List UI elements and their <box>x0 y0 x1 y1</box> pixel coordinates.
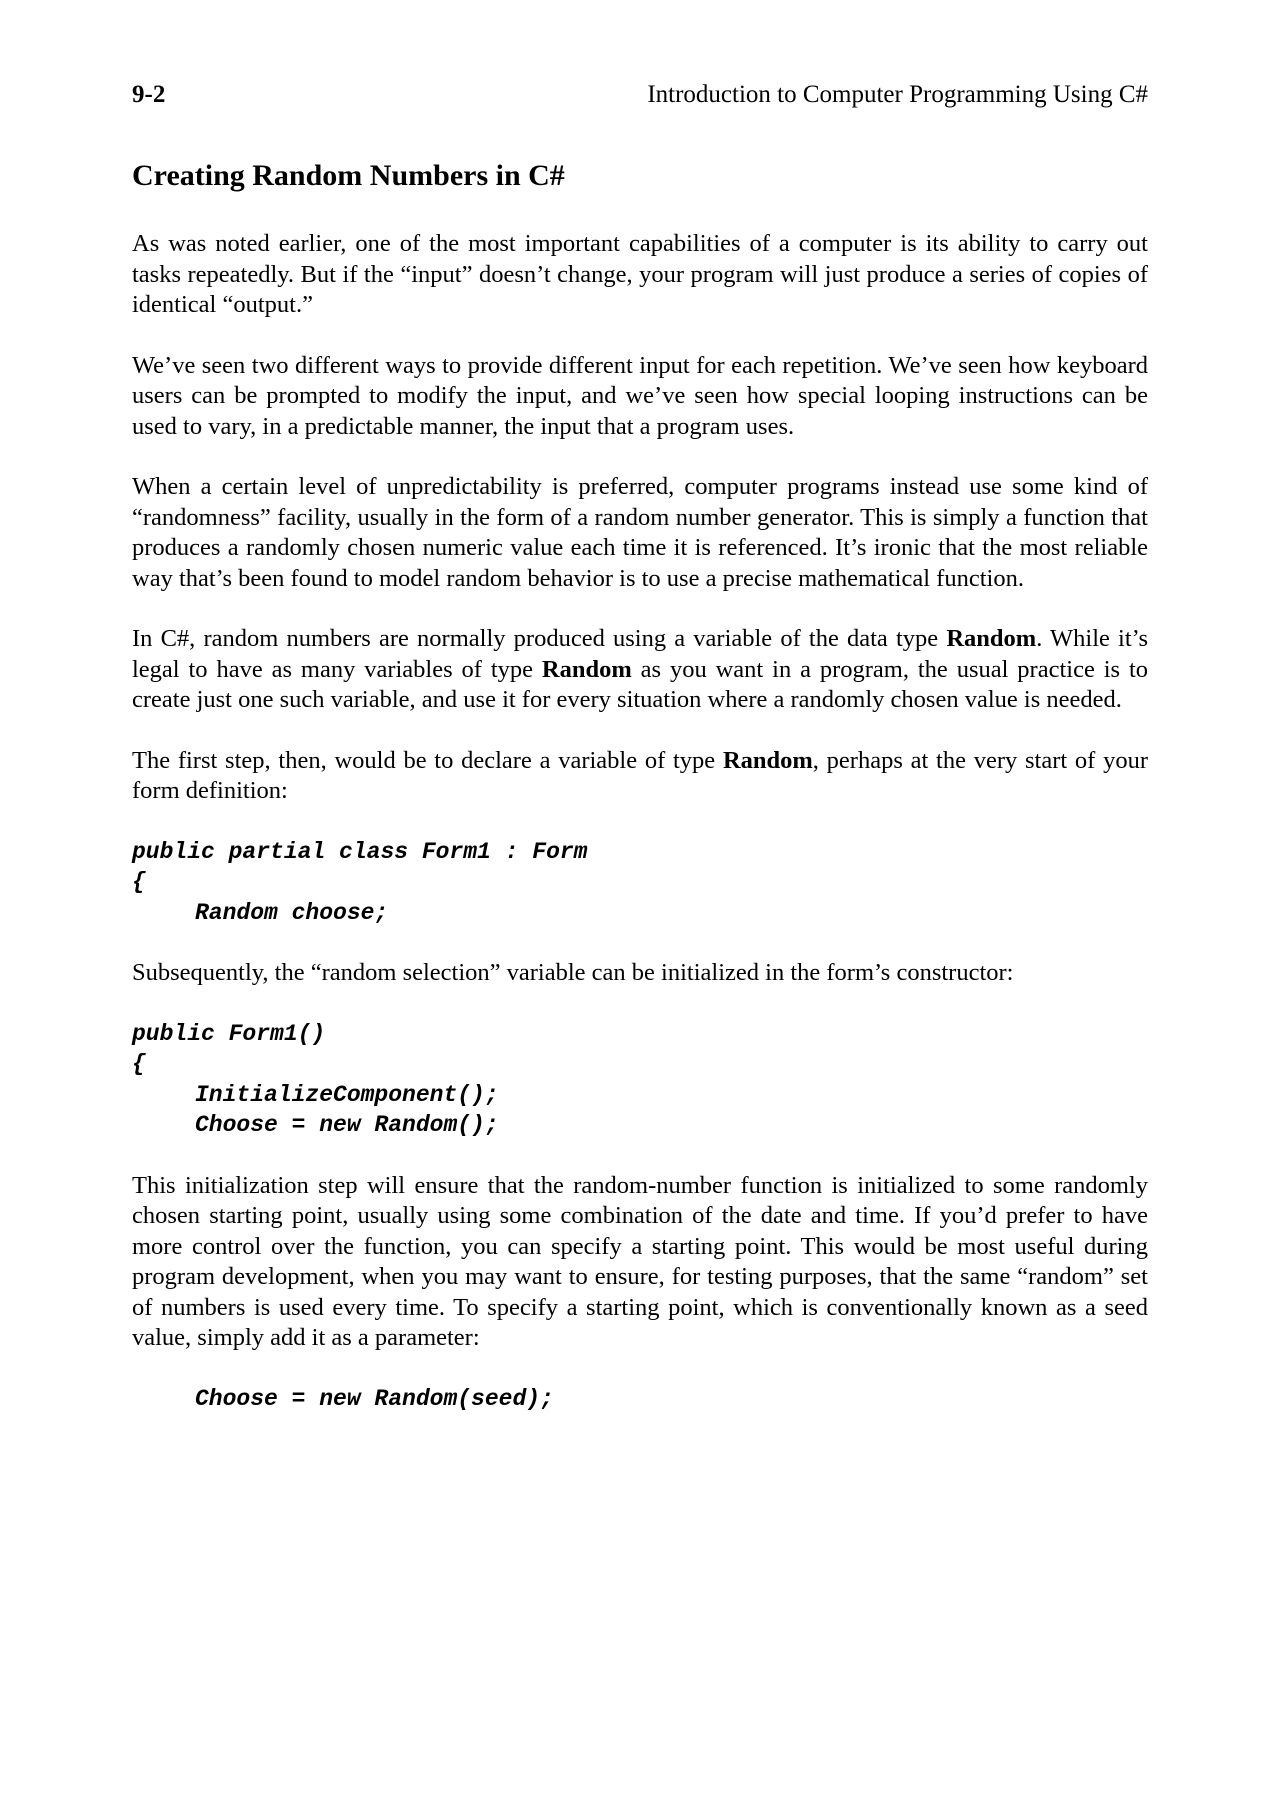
code-line: public Form1() <box>132 1020 326 1047</box>
code-line: Choose = new Random(seed); <box>195 1385 554 1412</box>
type-name-random: Random <box>946 625 1037 652</box>
code-line: InitializeComponent(); <box>195 1081 499 1108</box>
paragraph-6: Subsequently, the “random selection” variable can be initialized in the form’s constructor: <box>132 959 1014 986</box>
running-title: Introduction to Computer Programming Using C# <box>647 81 1148 108</box>
paragraph-1: As was noted earlier, one of the most important capabilities of a computer is its ability to carry out tasks repeatedly. But if the “input” doesn’t change, your program will just produce a series of copies of identical “output.” <box>132 230 1148 318</box>
paragraph-5: The first step, then, would be to declare a variable of type Random, perhaps at the very start of your form definition: <box>132 746 1148 804</box>
code-line: { <box>132 869 146 895</box>
code-block-class-declaration <box>132 837 1148 929</box>
code-block-constructor <box>132 1019 1148 1141</box>
type-name-random: Random <box>722 746 813 774</box>
paragraph-3: When a certain level of unpredictability is preferred, computer programs instead use some kind of “randomness” facility, usually in the form of a random number generator. This is simply a function that produces a randomly chosen numeric value each time it is referenced. It’s ironic that the most reliable way that’s been found to model random behavior is to use a precise mathematical function. <box>132 473 1148 592</box>
code-line: { <box>132 1051 146 1077</box>
paragraph-4: In C#, random numbers are normally produced using a variable of the data type Random. While it’s legal to have as many variables of type Random as you want in a program, the usual practice is to create just one such variable, and use it for every situation where a randomly chosen value is needed. <box>132 625 1149 713</box>
code-line: Random choose; <box>195 899 389 926</box>
code-line: public partial class Form1 : Form <box>132 838 588 865</box>
page-header <box>132 80 1148 110</box>
type-name-random: Random <box>541 655 632 683</box>
section-title: Creating Random Numbers in C# <box>132 159 565 192</box>
paragraph-7: This initialization step will ensure that the random-number function is initialized to some randomly chosen starting point, usually using some combination of the date and time. If you’d prefer to have more control over the function, you can specify a starting point. This would be most useful during program development, when you may want to ensure, for testing purposes, that the same “random” set of numbers is used every time. To specify a starting point, which is conventionally known as a seed value, simply add it as a parameter: <box>132 1171 1148 1351</box>
page-number: 9-2 <box>132 81 166 108</box>
paragraph-2: We’ve seen two different ways to provide different input for each repetition. We’ve seen how keyboard users can be prompted to modify the input, and we’ve seen how special looping instructions can be used to vary, in a predictable manner, the input that a program uses. <box>132 351 1148 440</box>
page-content <box>132 158 1148 1444</box>
code-line: Choose = new Random(); <box>195 1112 499 1138</box>
code-block-seed <box>132 1384 1148 1415</box>
